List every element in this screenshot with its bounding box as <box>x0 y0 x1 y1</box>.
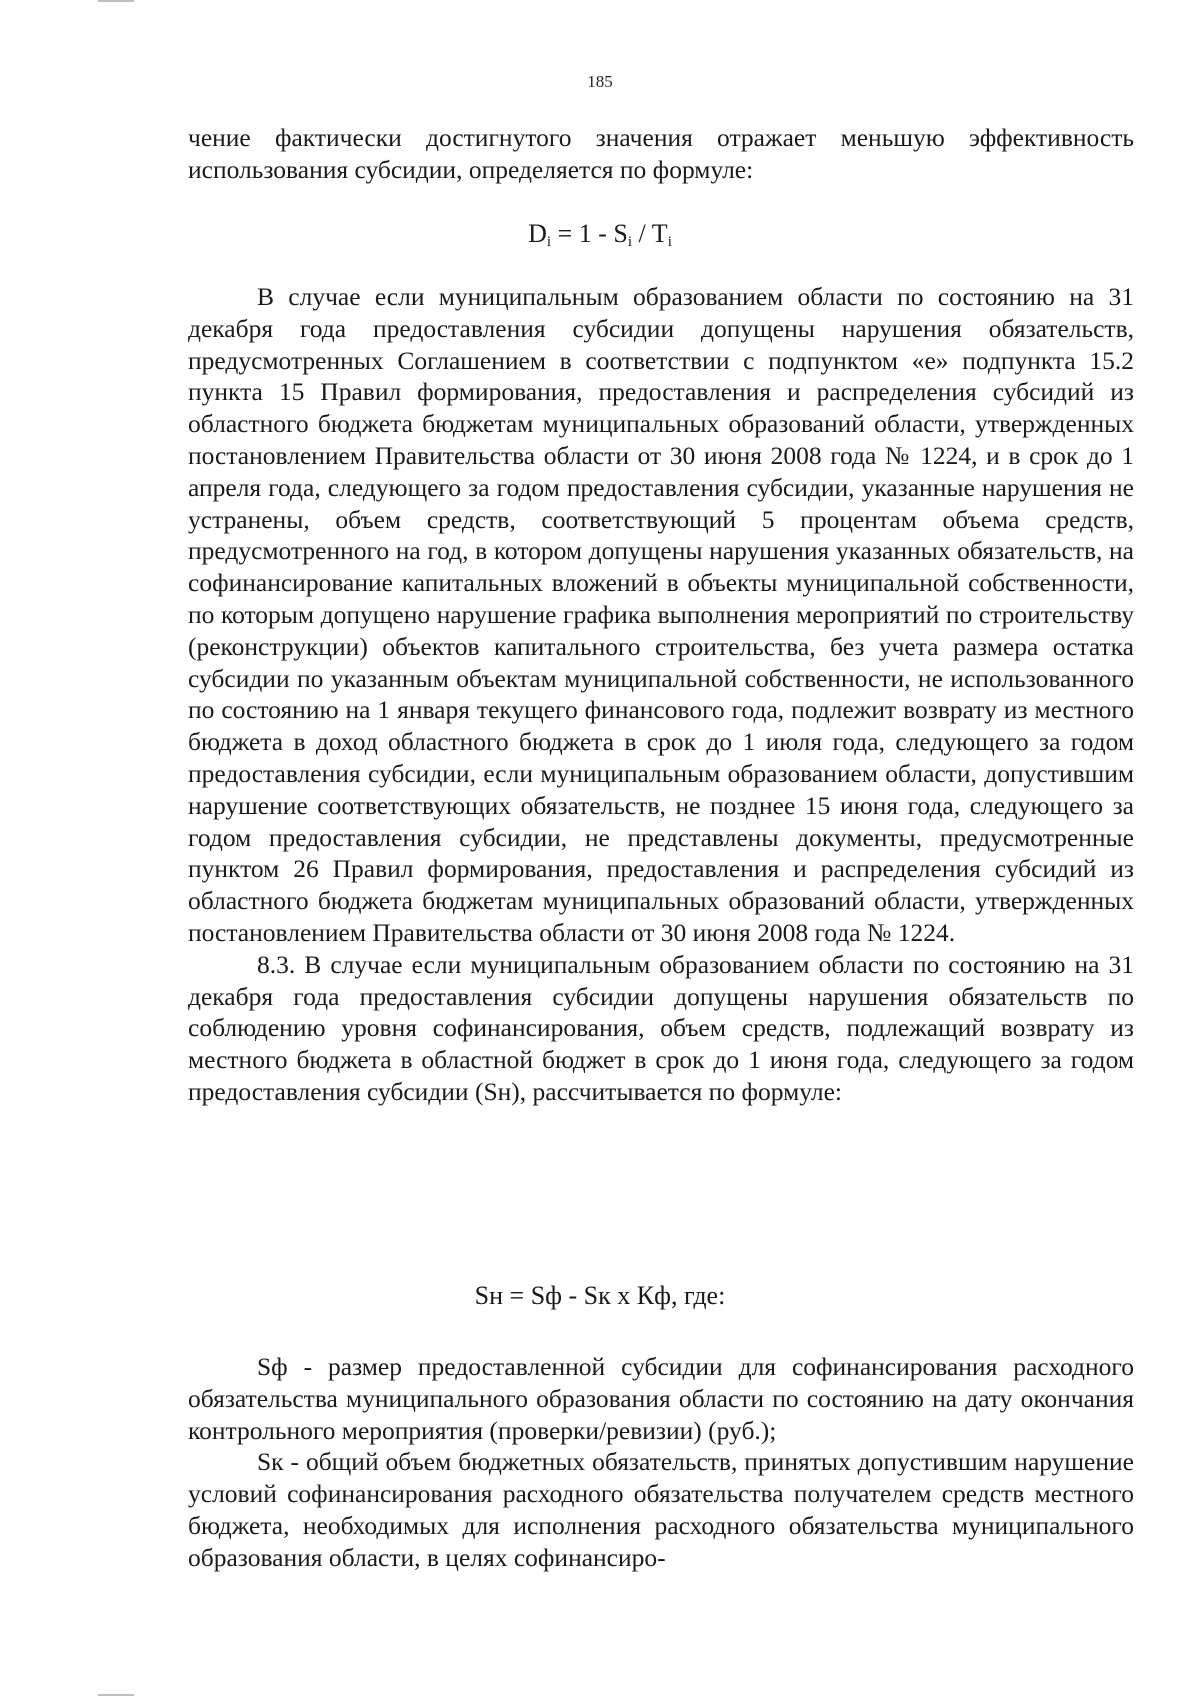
formula-sn: Sн = Sф - Sк x Кф, где: <box>474 1281 726 1310</box>
scan-artifact-bottom <box>98 1694 134 1696</box>
formula-di-lhs: D <box>528 219 547 248</box>
definition-sk: Sк - общий объем бюджетных обязательств, принятых допустившим нарушение условий софинансирования расходного обязательства получателем средств местного бюджета, необходимых для исполнения расходного обязательства муниципального образования области, в целях софинансиро- <box>188 1447 1134 1572</box>
scan-artifact-top <box>98 0 134 2</box>
page-number: 185 <box>587 72 613 91</box>
formula-di-lhs-subscript: i <box>546 234 552 250</box>
formula-di-middle: = 1 - S <box>551 219 628 248</box>
paragraph-block-2 <box>188 1351 1134 1574</box>
paragraph-block-1 <box>188 281 1134 1108</box>
paragraph-8-3: 8.3. В случае если муниципальным образованием области по состоянию на 31 декабря года предоставления субсидии допущены нарушения обязательств по соблюдению уровня софинансирования, объем средств, подлежащий возврату из местного бюджета в областной бюджет в срок до 1 июня года, следующего за годом предоставления субсидии (Sн), рассчитывается по формуле: <box>188 949 1134 1106</box>
formula-di <box>0 219 1200 251</box>
definition-sf: Sф - размер предоставленной субсидии для софинансирования расходного обязательства муниципального образования области по состоянию на дату окончания контрольного мероприятия (проверки/ревизии) (руб.); <box>188 1352 1134 1445</box>
paragraph-violation-return: В случае если муниципальным образованием области по состоянию на 31 декабря года предоставления субсидии допущены нарушения обязательств, предусмотренных Соглашением в соответствии с подпунктом «е» подпункта 15.2 пункта 15 Правил формирования, предоставления и распределения субсидий из областного бюджета бюджетам муниципальных образований области, утвержденных постановлением Правительства области от 30 июня 2008 года № 1224, и в срок до 1 апреля года, следующего за годом предоставления субсидии, указанные нарушения не устранены, объем средств, соответствующий 5 процентам объема средств, предусмотренного на год, в котором допущены нарушения указанных обязательств, на софинансирование капитальных вложений в объекты муниципальной собственности, по которым допущено нарушение графика выполнения мероприятий по строительству (реконструкции) объектов капитального строительства, без учета размера остатка субсидии по указанным объектам муниципальной собственности, не использованного по состоянию на 1 января текущего финансового года, подлежит возврату из местного бюджета в доход областного бюджета в срок до 1 июля года, следующего за годом предоставления субсидии, если муниципальным образованием области, допустившим нарушение соответствующих обязательств, не позднее 15 июня года, следующего за годом предоставления субсидии, не представлены документы, предусмотренные пунктом 26 Правил формирования, предоставления и распределения субсидий из областного бюджета бюджетам муниципальных образований области, утвержденных постановлением Правительства области от 30 июня 2008 года № 1224. <box>188 282 1134 947</box>
formula-di-divisor: / T <box>632 219 668 248</box>
paragraph-continued: чение фактически достигнутого значения отражает меньшую эффективность использования субсидии, определяется по формуле: <box>188 123 1134 184</box>
formula-di-divisor-subscript: i <box>667 234 672 250</box>
formula-di-middle-subscript: i <box>627 234 633 250</box>
